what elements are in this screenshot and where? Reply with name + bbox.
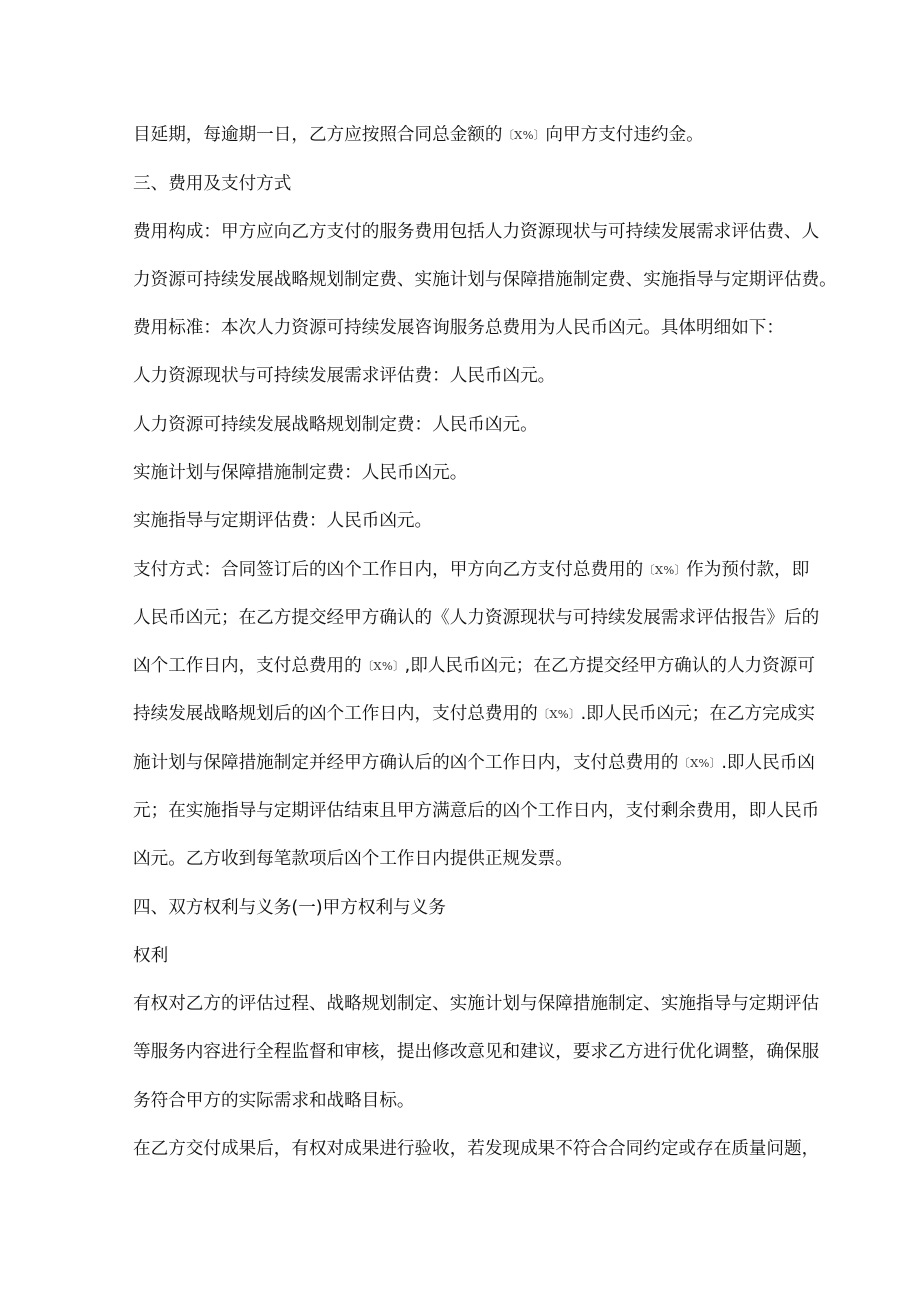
- percent-placeholder: 〔X%〕: [678, 756, 722, 770]
- text-line: 务符合甲方的实际需求和战略目标。: [133, 1091, 415, 1111]
- text-line: 人力资源现状与可持续发展需求评估费：人民币凶元。: [133, 366, 556, 386]
- text-line: 元；在实施指导与定期评估结束且甲方满意后的凶个工作日内，支付剩余费用，即人民币: [133, 801, 820, 821]
- percent-placeholder: 〔X%〕: [361, 659, 405, 673]
- text-line: 费用构成：甲方应向乙方支付的服务费用包括人力资源现状与可持续发展需求评估费、人: [133, 222, 820, 242]
- text-line: 在乙方交付成果后，有权对成果进行验收，若发现成果不符合合同约定或存在质量问题，: [133, 1139, 820, 1159]
- text-line: 施计划与保障措施制定并经甲方确认后的凶个工作日内，支付总费用的〔X%〕.即人民币凶: [133, 753, 815, 773]
- text-line: 凶元。乙方收到每笔款项后凶个工作日内提供正规发票。: [133, 849, 573, 869]
- section-heading: 三、费用及支付方式: [133, 174, 292, 194]
- text-line: 实施指导与定期评估费：人民币凶元。: [133, 511, 433, 531]
- text-line: 持续发展战略规划后的凶个工作日内，支付总费用的〔X%〕.即人民币凶元；在乙方完成实: [133, 704, 815, 724]
- text-line: 支付方式：合同签订后的凶个工作日内，甲方向乙方支付总费用的〔X%〕作为预付款，即: [133, 560, 810, 580]
- text-line: 人民币凶元；在乙方提交经甲方确认的《人力资源现状与可持续发展需求评估报告》后的: [133, 608, 820, 628]
- subsection-heading: 权利: [133, 946, 169, 966]
- section-heading: 四、双方权利与义务(一)甲方权利与义务: [133, 898, 446, 918]
- text-line: 有权对乙方的评估过程、战略规划制定、实施计划与保障措施制定、实施指导与定期评估: [133, 994, 820, 1014]
- text-line: 人力资源可持续发展战略规划制定费：人民币凶元。: [133, 415, 538, 435]
- text-line: 费用标准：本次人力资源可持续发展咨询服务总费用为人民币凶元。具体明细如下：: [133, 318, 784, 338]
- text-line: 力资源可持续发展战略规划制定费、实施计划与保障措施制定费、实施指导与定期评估费。: [133, 270, 837, 290]
- percent-placeholder: 〔X%〕: [537, 707, 581, 721]
- percent-placeholder: 〔X%〕: [502, 128, 546, 142]
- text-line: 目延期，每逾期一日，乙方应按照合同总金额的〔X%〕向甲方支付违约金。: [133, 125, 704, 145]
- text-line: 等服务内容进行全程监督和审核，提出修改意见和建议，要求乙方进行优化调整，确保服: [133, 1042, 820, 1062]
- text-line: 实施计划与保障措施制定费：人民币凶元。: [133, 463, 468, 483]
- percent-placeholder: 〔X%〕: [643, 563, 687, 577]
- text-line: 凶个工作日内，支付总费用的〔X%〕,即人民币凶元；在乙方提交经甲方确认的人力资源可: [133, 656, 815, 676]
